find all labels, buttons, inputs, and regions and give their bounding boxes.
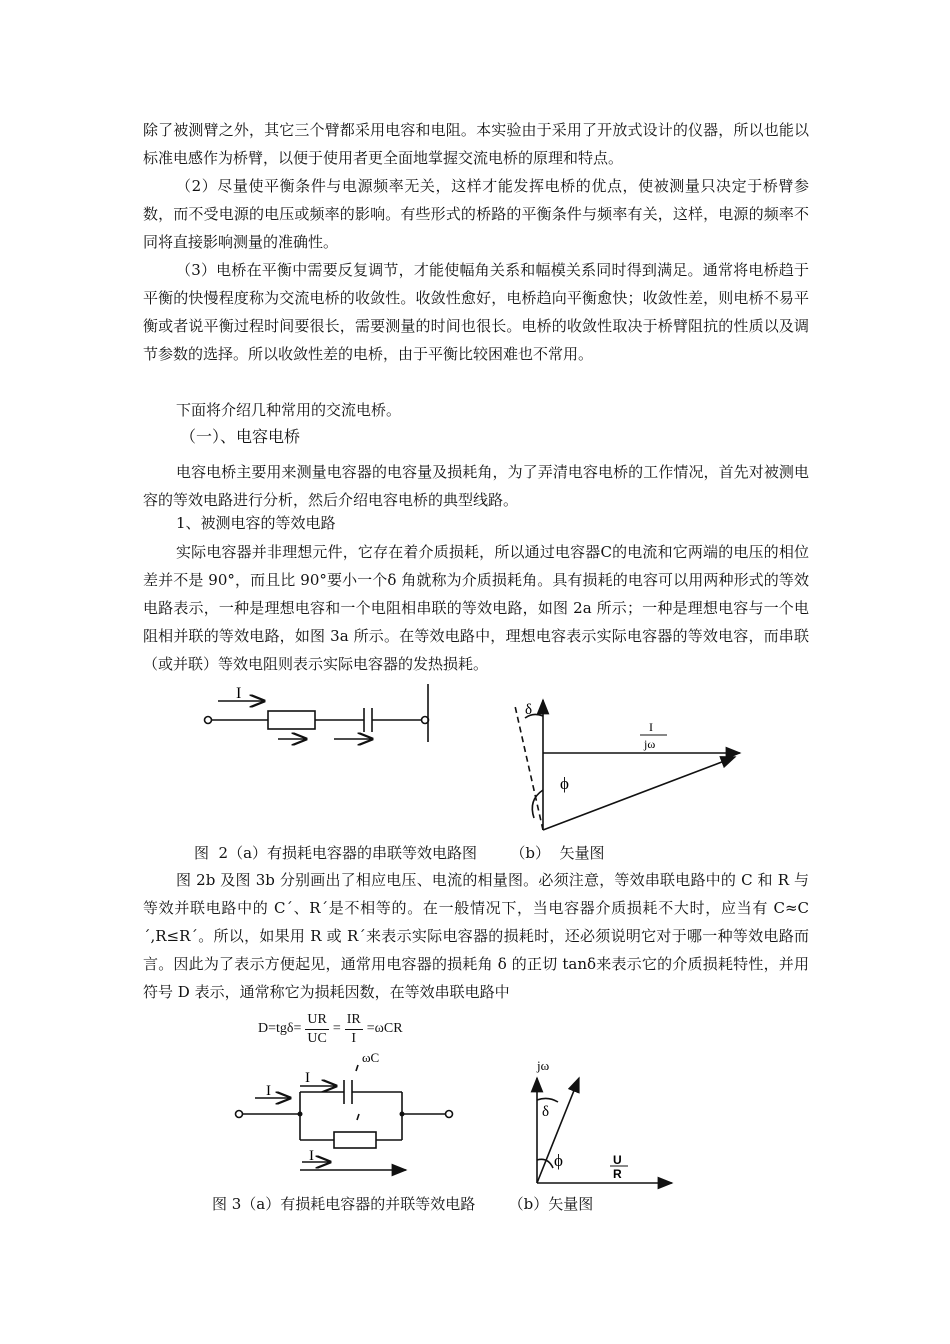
formula-rhs: =ωCR	[366, 1021, 403, 1036]
fig2-vector-label-den: jω	[644, 737, 656, 751]
formula-frac-2	[345, 1011, 363, 1048]
paragraph-4: 下面将介绍几种常用的交流电桥。	[176, 401, 402, 419]
fig3-jw-label: jω	[537, 1058, 550, 1073]
fig3-vector-diagram	[537, 1078, 672, 1183]
paragraph-2: （2）尽量使平衡条件与电源频率无关，这样才能发挥电桥的优点，使被测量只决定于桥臂参数，而不受电源的电压或频率的影响。有些形式的桥路的平衡条件与频率有关，这样，电源的频率不同将直接影响测量的准确性。	[143, 177, 809, 251]
formula-frac-2-num: IR	[345, 1011, 363, 1030]
fig3-vector-label-den: R	[613, 1167, 622, 1181]
fig2-resultant-vector	[543, 757, 735, 830]
fig2-series-circuit	[205, 684, 429, 742]
fig3-delta-arc	[537, 1098, 558, 1102]
formula-frac-1-den: UC	[307, 1030, 327, 1046]
fig3-phi-arc	[537, 1159, 553, 1168]
loss-factor-formula	[258, 1004, 403, 1054]
fig2-delta-arc	[525, 714, 543, 718]
figure-2-caption: 图 2（a）有损耗电容器的串联等效电路图 （b） 矢量图	[194, 844, 605, 862]
fig2-dashed-vector	[515, 706, 543, 830]
fig3-left-node	[298, 1112, 303, 1117]
fig3-tick	[356, 1065, 358, 1071]
fig3-right-terminal	[446, 1111, 453, 1118]
fig2-left-terminal	[205, 717, 212, 724]
fig3-left-terminal	[236, 1111, 243, 1118]
section-heading: （一）、电容电桥	[180, 427, 301, 446]
formula-frac-2-den: I	[351, 1030, 357, 1046]
fig2-vector-diagram	[515, 700, 740, 830]
fig2-resistor	[268, 711, 315, 729]
fig2-right-terminal	[422, 717, 429, 724]
fig3-omegaC-label: ωC	[362, 1050, 380, 1065]
figure-3-caption: 图 3（a）有损耗电容器的并联等效电路 （b）矢量图	[212, 1195, 594, 1213]
fig3-tick	[357, 1114, 359, 1120]
paragraph-5: 电容电桥主要用来测量电容器的电容量及损耗角，为了弄清电容电桥的工作情况，首先对被测电容的等效电路进行分析，然后介绍电容电桥的典型线路。	[143, 463, 809, 509]
fig3-right-node	[400, 1112, 405, 1117]
fig3-current-label-res: I	[309, 1148, 314, 1164]
subsection-heading: 1、被测电容的等效电路	[176, 514, 336, 532]
paragraph-3: （3）电桥在平衡中需要反复调节，才能使幅角关系和幅模关系同时得到满足。通常将电桥趋于平衡的快慢程度称为交流电桥的收敛性。收敛性愈好，电桥趋向平衡愈快；收敛性差，则电桥不易平衡或者说平衡过程时间要很长，需要测量的时间也很长。电桥的收敛性取决于桥臂阻抗的性质以及调节参数的选择。所以收敛性差的电桥，由于平衡比较困难也不常用。	[143, 261, 809, 363]
fig3-resultant-vector	[537, 1078, 579, 1183]
fig2-vector-label-num: I	[649, 720, 653, 734]
fig2-delta-label: δ	[525, 702, 533, 718]
paragraph-7: 图 2b 及图 3b 分别画出了相应电压、电流的相量图。必须注意，等效串联电路中的 C 和 R 与等效并联电路中的 C´、R´是不相等的。在一般情况下，当电容器介质损耗不大时，应当有 C≈C´,R≤R´。所以，如果用 R 或 R´来表示实际电容器的损耗时，还必须说明它对于哪一种等效电路而言。因此为了表示方便起见，通常用电容器的损耗角 δ 的正切 tanδ来表示它的介质损耗特性，并用符号 D 表示，通常称它为损耗因数，在等效串联电路中	[143, 871, 809, 1001]
paragraph-1: 除了被测臂之外，其它三个臂都采用电容和电阻。本实验由于采用了开放式设计的仪器，所以也能以标准电感作为桥臂，以便于使用者更全面地掌握交流电桥的原理和特点。	[143, 121, 809, 167]
fig2-phi-arc	[532, 790, 543, 818]
fig3-resistor	[334, 1132, 376, 1148]
fig3-vector-label-num: U	[613, 1153, 622, 1167]
formula-frac-1	[305, 1011, 328, 1048]
fig3-current-label-left: I	[266, 1083, 271, 1099]
formula-frac-1-num: UR	[305, 1011, 328, 1030]
paragraph-6: 实际电容器并非理想元件，它存在着介质损耗，所以通过电容器C的电流和它两端的电压的相位差并不是 90°，而且比 90°要小一个δ 角就称为介质损耗角。具有损耗的电容可以用两种形式的等效电路表示，一种是理想电容和一个电阻相串联的等效电路，如图 2a 所示；一种是理想电容与一个电阻相并联的等效电路，如图 3a 所示。在等效电路中，理想电容表示实际电容器的等效电容，而串联（或并联）等效电阻则表示实际电容器的发热损耗。	[143, 543, 809, 673]
fig3-phi-label: ϕ	[554, 1151, 563, 1170]
fig3-parallel-circuit	[236, 1065, 453, 1170]
fig3-current-label-cap: I	[305, 1070, 310, 1086]
fig2-phi-label: ϕ	[560, 774, 569, 793]
fig3-delta-label: δ	[542, 1104, 550, 1120]
fig2-current-label: I	[236, 685, 242, 702]
formula-equals: =	[332, 1021, 341, 1036]
formula-lhs: D=tgδ=	[258, 1021, 302, 1036]
